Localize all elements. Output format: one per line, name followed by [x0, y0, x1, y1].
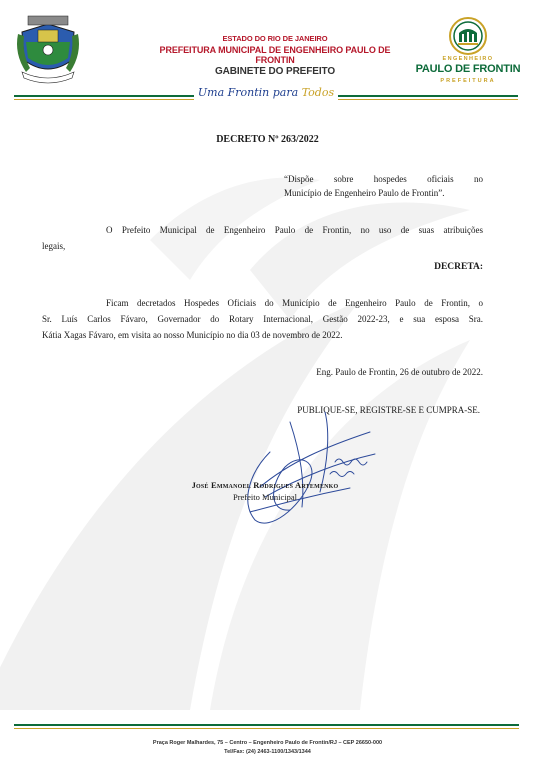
article-line-1: Ficam decretados Hospedes Oficiais do Município de Engenheiro Paulo de Frontin, o	[106, 298, 483, 308]
signer-name: José Emmanoel Rodrigues Artemenko	[191, 480, 339, 490]
logo-text-main: PAULO DE FRONTIN	[415, 63, 521, 75]
decree-summary	[284, 172, 483, 200]
footer-address: Praça Roger Malhardes, 75 – Centro – Engenheiro Paulo de Frontin/RJ – CEP 26650-000	[152, 740, 383, 746]
header-office: GABINETE DO PREFEITO	[214, 66, 336, 77]
preamble-line-2: legais,	[42, 241, 66, 251]
header-state: ESTADO DO RIO DE JANEIRO	[222, 34, 328, 43]
summary-line-1: “Dispõe sobre hospedes oficiais no	[284, 174, 483, 184]
header-rule-right-gold	[338, 99, 518, 100]
footer-rule	[14, 724, 519, 726]
article-paragraph	[42, 295, 483, 343]
header-prefecture: PREFEITURA MUNICIPAL DE ENGENHEIRO PAULO DE FRONTIN	[159, 45, 391, 65]
signer-role: Prefeito Municipal	[233, 492, 297, 502]
logo-text-top: ENGENHEIRO	[442, 56, 494, 62]
header-rule-left-gold	[14, 99, 194, 100]
decree-title: DECRETO Nº 263/2022	[216, 134, 319, 145]
footer-rule-gold	[14, 728, 519, 729]
preamble-line-1: O Prefeito Municipal de Engenheiro Paulo de Frontin, no uso de suas atribuições	[106, 225, 483, 235]
handwritten-signature-icon	[230, 392, 380, 532]
decreta-heading: DECRETA:	[434, 262, 483, 272]
article-line-2: Sr. Luís Carlos Fávaro, Governador do Rotary Internacional, Gestão 2022-23, e sua esposa Sra.	[42, 314, 483, 324]
footer-phone: Tel/Fax: (24) 2463-1100/1343/1344	[224, 749, 311, 755]
logo-text-bottom: PREFEITURA	[440, 78, 496, 84]
decree-date: Eng. Paulo de Frontin, 26 de outubro de 2022.	[316, 367, 483, 377]
prefecture-logo-icon	[448, 16, 488, 56]
header-slogan: Uma Frontin para Todos	[197, 86, 335, 99]
article-line-3: Kátia Xagas Fávaro, em visita ao nosso Município no dia 03 de novembro de 2022.	[42, 330, 343, 340]
city-coat-of-arms-icon	[12, 14, 84, 86]
publish-clause: PUBLIQUE-SE, REGISTRE-SE E CUMPRA-SE.	[297, 405, 480, 415]
header-rule-right	[338, 95, 518, 97]
summary-line-2: Município de Engenheiro Paulo de Frontin”.	[284, 188, 445, 198]
header-rule-left	[14, 95, 194, 97]
preamble-paragraph	[42, 222, 483, 254]
